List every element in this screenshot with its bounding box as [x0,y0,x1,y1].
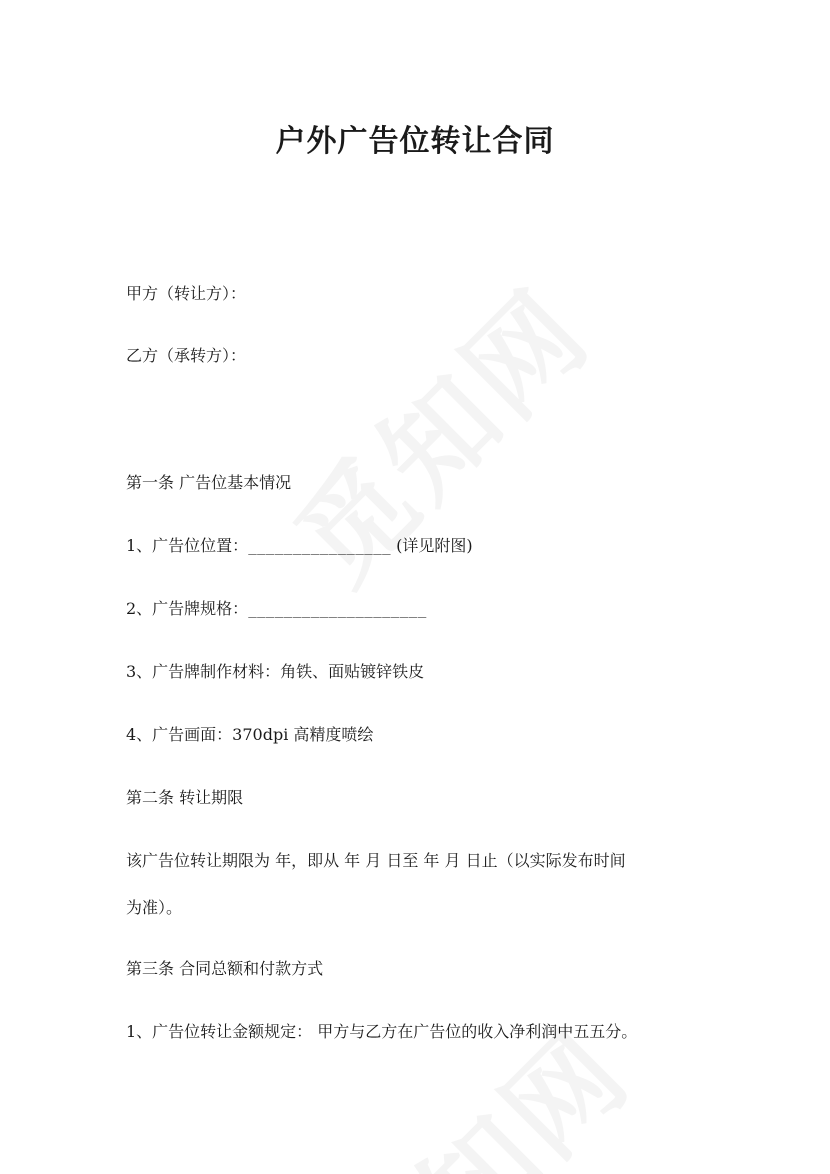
item-note: (详见附图) [391,536,473,555]
article-1-item-1 [126,534,473,559]
article-2-paragraph-line-2: 为准）。 [126,898,183,917]
item-label: 1、广告位位置： [126,536,249,555]
article-1-item-3: 3、广告牌制作材料：角铁、面贴镀锌铁皮 [126,662,425,681]
article-2-heading: 第二条 转让期限 [126,788,244,807]
article-1-item-4: 4、广告画面：370dpi 高精度喷绘 [126,725,374,744]
party-b-label: 乙方（承转方）： [126,346,247,365]
watermark [295,988,659,1174]
article-2-paragraph-line-1: 该广告位转让期限为 年，即从 年 月 日至 年 月 日止（以实际发布时间 [126,851,626,870]
fill-blank: ________________ [248,539,392,555]
party-a-label: 甲方（转让方）： [126,284,247,303]
article-3-heading: 第三条 合同总额和付款方式 [126,959,324,978]
document-title: 户外广告位转让合同 [275,124,555,159]
article-1-heading: 第一条 广告位基本情况 [126,473,292,492]
article-1-item-2 [126,597,427,622]
item-label: 2、广告牌规格： [126,599,249,618]
article-3-item-1: 1、广告位转让金额规定： 甲方与乙方在广告位的收入净利润中五五分。 [126,1022,638,1041]
fill-blank: ____________________ [248,602,427,618]
